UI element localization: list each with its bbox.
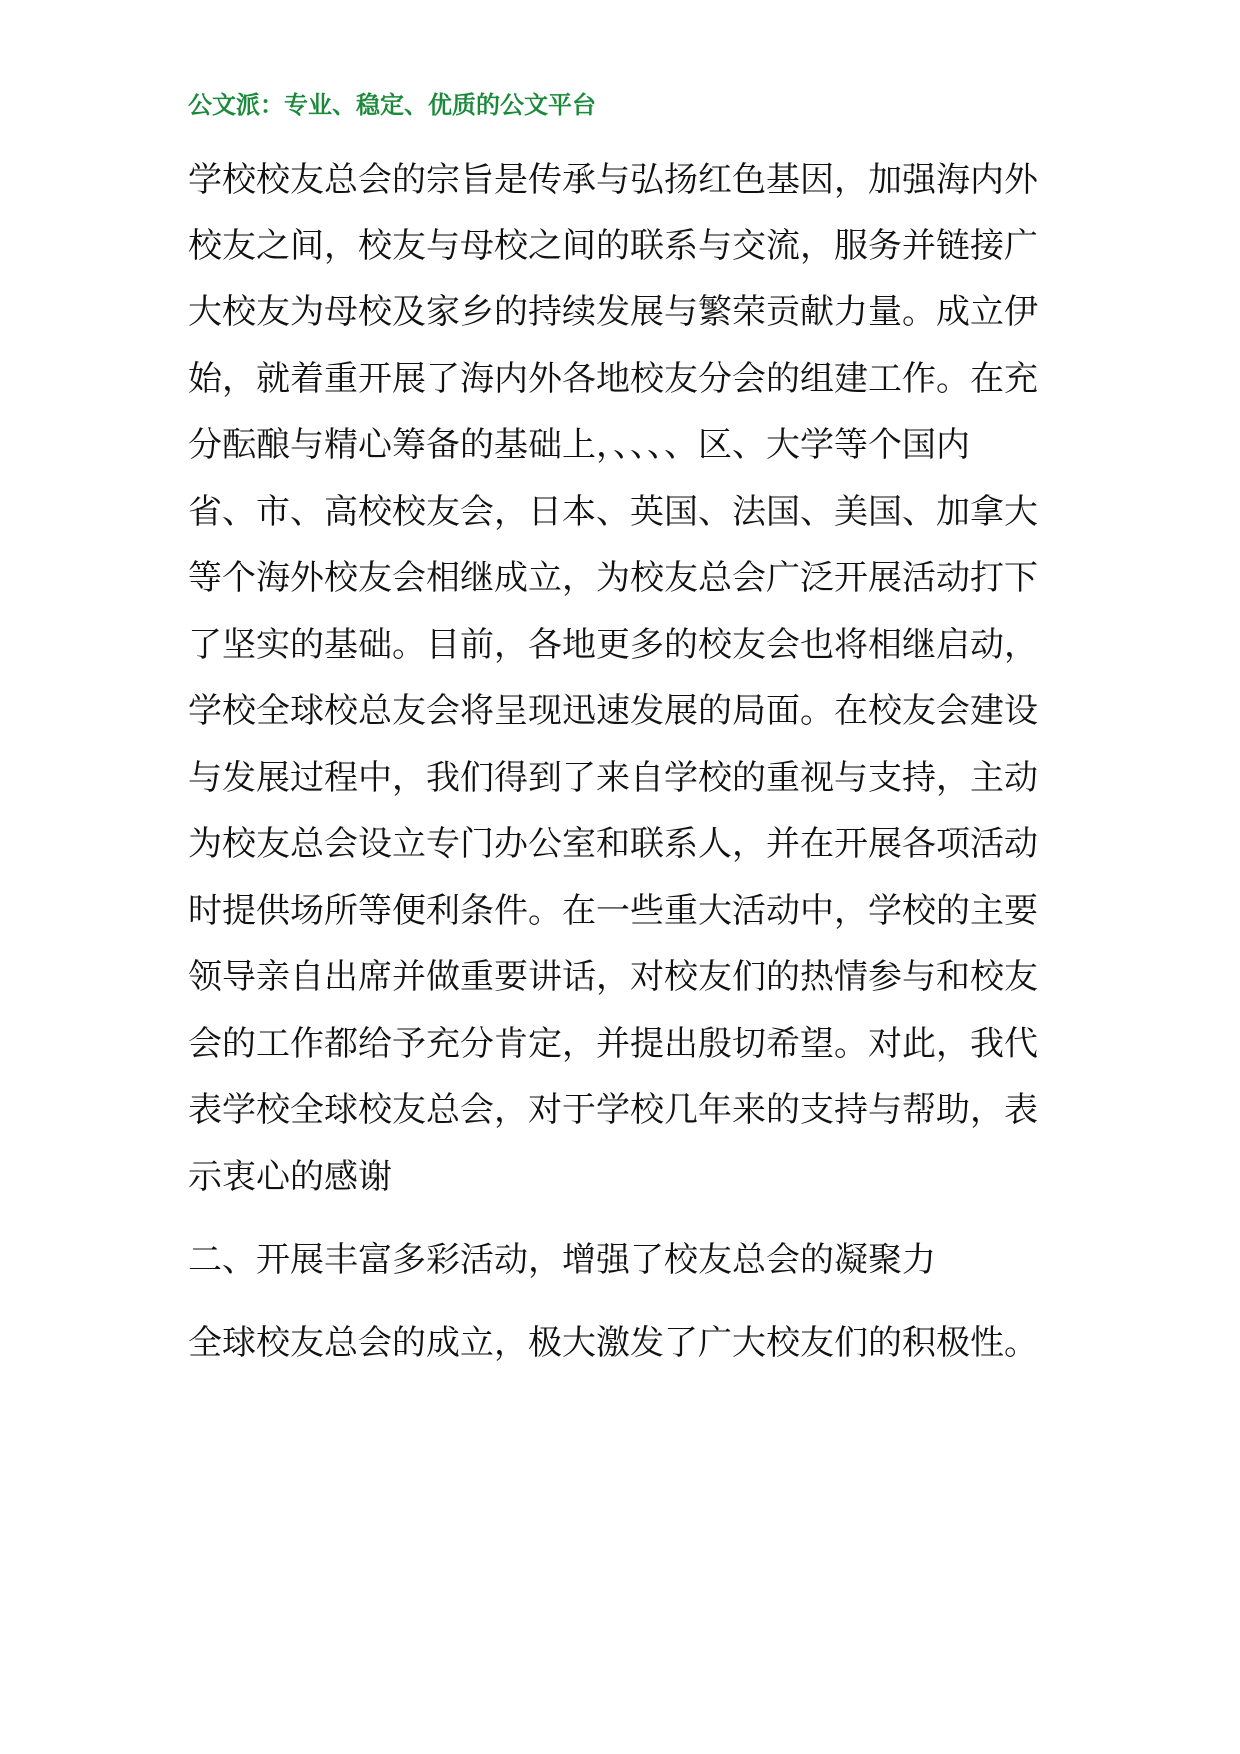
paragraph-line: 大校友为母校及家乡的持续发展与繁荣贡献力量。成立伊: [188, 292, 1038, 332]
paragraph-line: 表学校全球校友总会，对于学校几年来的支持与帮助，表: [188, 1090, 1038, 1130]
header-banner: 公文派：专业、稳定、优质的公文平台: [188, 91, 596, 119]
paragraph-line: 学校全球校总友会将呈现迅速发展的局面。在校友会建设: [188, 691, 1038, 731]
paragraph-line: 示衷心的感谢: [188, 1157, 392, 1197]
paragraph-line: 为校友总会设立专门办公室和联系人，并在开展各项活动: [188, 824, 1038, 864]
paragraph-line: 分酝酿与精心筹备的基础上，、、、、区、大学等个国内: [188, 425, 970, 465]
paragraph-line: 领导亲自出席并做重要讲话，对校友们的热情参与和校友: [188, 957, 1038, 997]
paragraph-line: 时提供场所等便利条件。在一些重大活动中，学校的主要: [188, 891, 1038, 931]
paragraph-line: 会的工作都给予充分肯定，并提出殷切希望。对此，我代: [188, 1024, 1038, 1064]
paragraph-line: 与发展过程中，我们得到了来自学校的重视与支持，主动: [188, 758, 1038, 798]
paragraph-line: 校友之间，校友与母校之间的联系与交流，服务并链接广: [188, 226, 1038, 266]
paragraph-line: 等个海外校友会相继成立，为校友总会广泛开展活动打下: [188, 558, 1038, 598]
section-heading: 二、开展丰富多彩活动，增强了校友总会的凝聚力: [188, 1240, 936, 1280]
paragraph-line: 省、市、高校校友会，日本、英国、法国、美国、加拿大: [188, 492, 1038, 532]
paragraph-line: 始，就着重开展了海内外各地校友分会的组建工作。在充: [188, 359, 1038, 399]
paragraph-line: 了坚实的基础。目前，各地更多的校友会也将相继启动，: [188, 625, 1038, 665]
paragraph-line: 学校校友总会的宗旨是传承与弘扬红色基因，加强海内外: [188, 160, 1038, 200]
paragraph-2: 全球校友总会的成立，极大激发了广大校友们的积极性。: [188, 1323, 1038, 1363]
